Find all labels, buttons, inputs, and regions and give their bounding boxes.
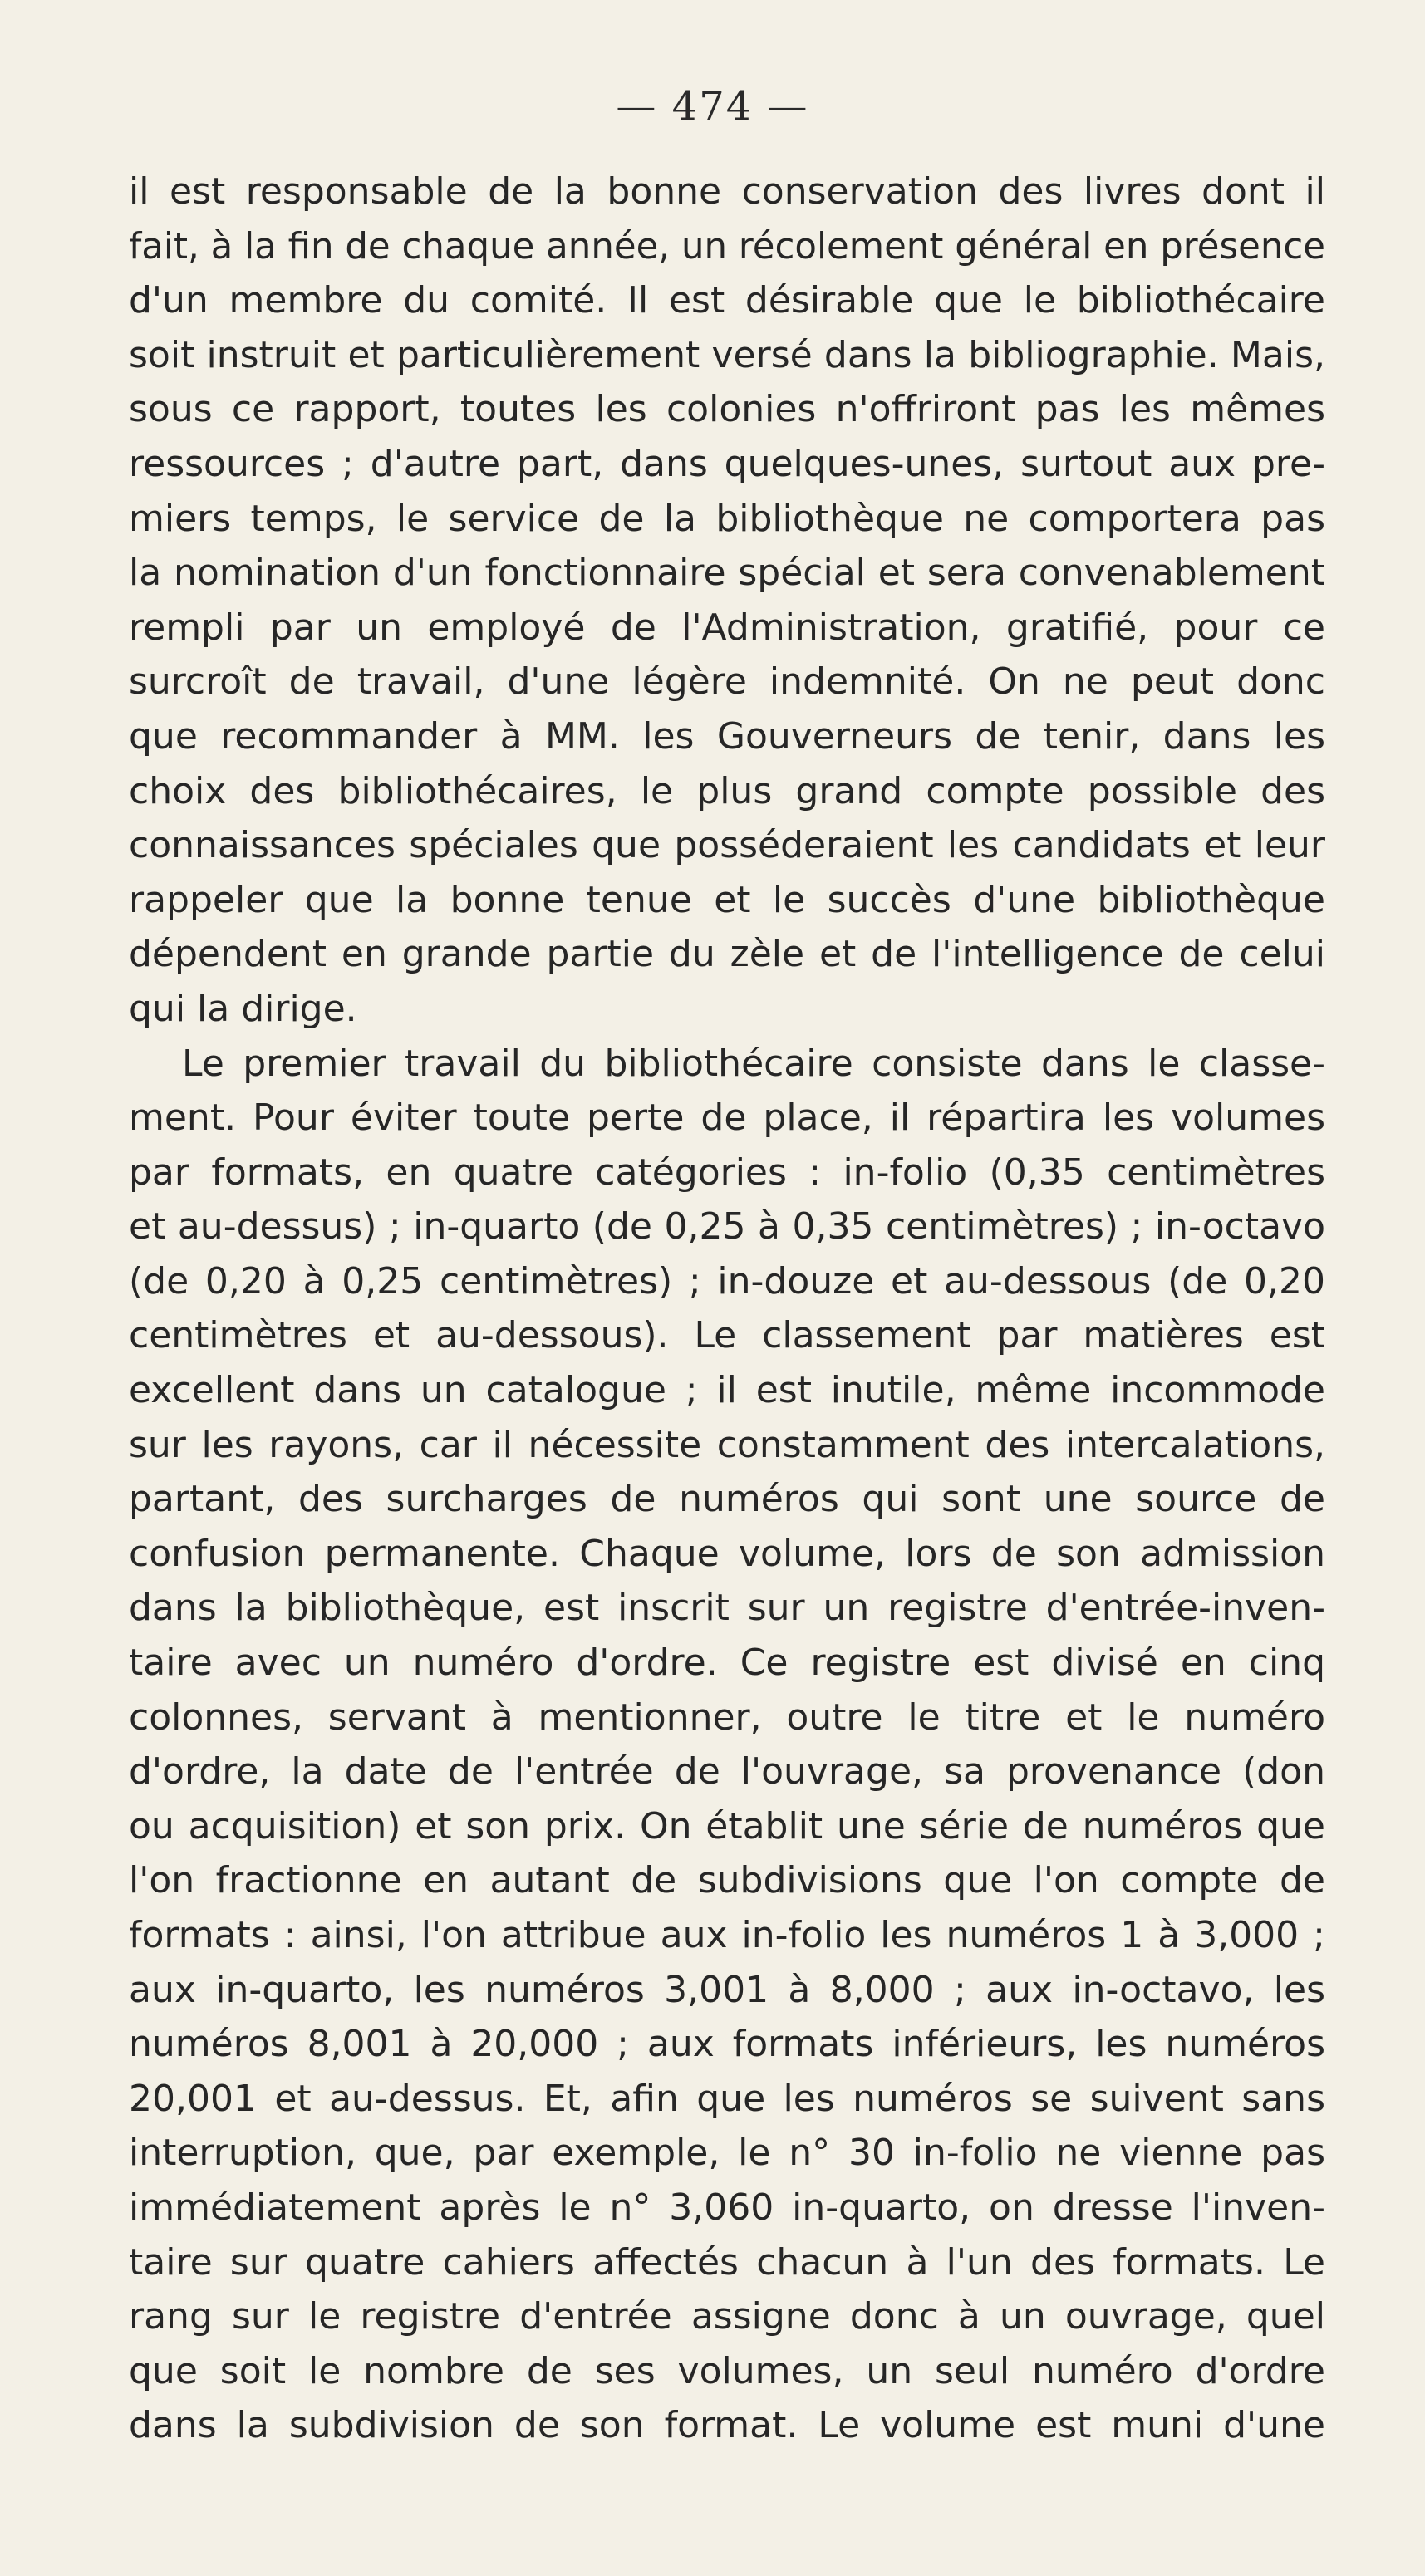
text-line: (de 0,20 à 0,25 centimètres) ; in-douze et au-dessous (de 0,20 xyxy=(129,1259,1325,1303)
text-line: partant, des surcharges de numéros qui sont une source de xyxy=(129,1478,1325,1521)
text-line: et au-dessus) ; in-quarto (de 0,25 à 0,35 centimètres) ; in-octavo xyxy=(129,1205,1325,1249)
text-line: d'un membre du comité. Il est désirable que le bibliothécaire xyxy=(129,279,1325,322)
text-line: sur les rayons, car il nécessite constamment des intercalations, xyxy=(129,1423,1325,1466)
text-line: d'ordre, la date de l'entrée de l'ouvrage, sa provenance (don xyxy=(129,1750,1325,1793)
text-line: excellent dans un catalogue ; il est inutile, même incommode xyxy=(129,1369,1325,1412)
text-line: par formats, en quatre catégories : in-folio (0,35 centimètres xyxy=(129,1151,1325,1194)
text-line: l'on fractionne en autant de subdivisions que l'on compte de xyxy=(129,1859,1325,1902)
text-line: dans la subdivision de son format. Le volume est muni d'une xyxy=(129,2404,1325,2447)
text-line: que recommander à MM. les Gouverneurs de tenir, dans les xyxy=(129,714,1325,758)
text-line: ou acquisition) et son prix. On établit une série de numéros que xyxy=(129,1804,1325,1847)
text-line: sous ce rapport, toutes les colonies n'offriront pas les mêmes xyxy=(129,388,1325,431)
text-line: taire sur quatre cahiers affectés chacun à l'un des formats. Le xyxy=(129,2240,1325,2284)
body-text xyxy=(129,164,1325,2453)
text-line: miers temps, le service de la bibliothèque ne comportera pas xyxy=(129,497,1325,540)
text-line: Le premier travail du bibliothécaire consiste dans le classe- xyxy=(182,1042,1325,1085)
text-line: soit instruit et particulièrement versé dans la bibliographie. Mais, xyxy=(129,333,1325,376)
text-line: aux in-quarto, les numéros 3,001 à 8,000 ; aux in-octavo, les xyxy=(129,1968,1325,2011)
text-line: formats : ainsi, l'on attribue aux in-folio les numéros 1 à 3,000 ; xyxy=(129,1914,1325,1956)
page-number: — 474 — xyxy=(616,83,809,130)
text-line: ressources ; d'autre part, dans quelques-unes, surtout aux pre- xyxy=(129,442,1325,485)
text-line: ment. Pour éviter toute perte de place, il répartira les volumes xyxy=(129,1097,1325,1140)
text-line: interruption, que, par exemple, le n° 30 in-folio ne vienne pas xyxy=(129,2132,1325,2175)
text-line: la nomination d'un fonctionnaire spécial et sera convenablement xyxy=(129,552,1325,595)
text-line: rappeler que la bonne tenue et le succès d'une bibliothèque xyxy=(129,878,1325,921)
text-line: immédiatement après le n° 3,060 in-quarto, on dresse l'inven- xyxy=(129,2186,1325,2229)
text-line: confusion permanente. Chaque volume, lors de son admission xyxy=(129,1532,1325,1575)
text-line: numéros 8,001 à 20,000 ; aux formats inférieurs, les numéros xyxy=(129,2023,1325,2066)
text-line: qui la dirige. xyxy=(129,987,357,1030)
text-line: choix des bibliothécaires, le plus grand compte possible des xyxy=(129,769,1325,812)
text-line: il est responsable de la bonne conservation des livres dont il xyxy=(129,170,1325,213)
text-line: surcroît de travail, d'une légère indemnité. On ne peut donc xyxy=(129,660,1325,704)
text-line: taire avec un numéro d'ordre. Ce registre est divisé en cinq xyxy=(129,1641,1325,1685)
text-line: 20,001 et au-dessus. Et, afin que les numéros se suivent sans xyxy=(129,2077,1325,2120)
text-line: que soit le nombre de ses volumes, un seul numéro d'ordre xyxy=(129,2349,1325,2392)
text-line: rempli par un employé de l'Administration, gratifié, pour ce xyxy=(129,606,1325,649)
text-line: centimètres et au-dessous). Le classement par matières est xyxy=(129,1314,1325,1357)
text-line: colonnes, servant à mentionner, outre le titre et le numéro xyxy=(129,1695,1325,1739)
text-line: dans la bibliothèque, est inscrit sur un registre d'entrée-inven- xyxy=(129,1587,1325,1630)
text-line: dépendent en grande partie du zèle et de l'intelligence de celui xyxy=(129,933,1325,976)
text-line: fait, à la fin de chaque année, un récolement général en présence xyxy=(129,224,1325,267)
text-line: connaissances spéciales que posséderaient les candidats et leur xyxy=(129,824,1325,867)
text-line: rang sur le registre d'entrée assigne donc à un ouvrage, quel xyxy=(129,2295,1325,2338)
